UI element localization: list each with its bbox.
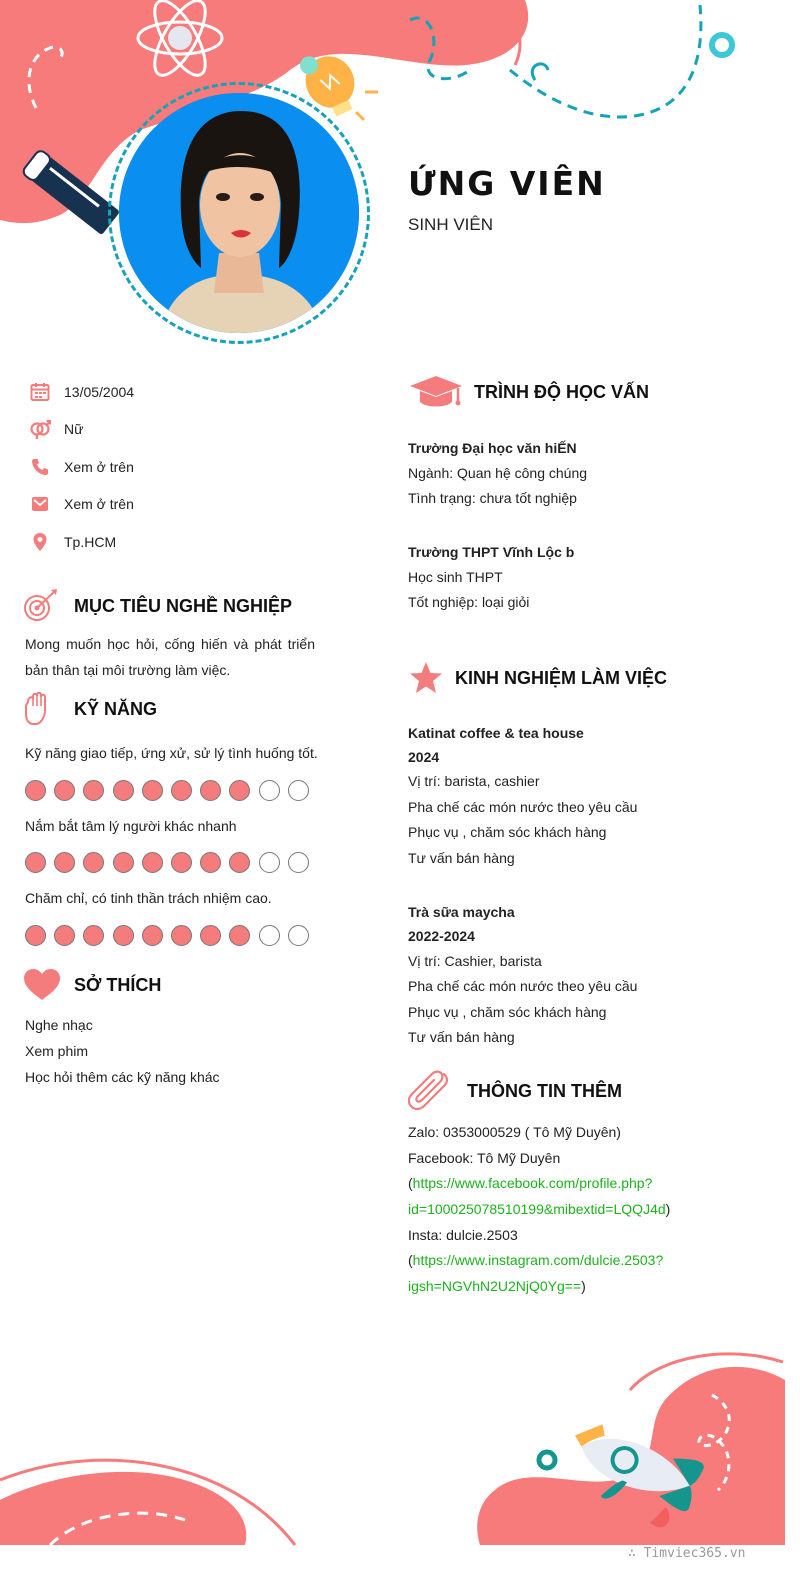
- hand-fist-icon: [22, 692, 62, 726]
- education-heading-label: TRÌNH ĐỘ HỌC VẤN: [474, 381, 649, 402]
- hobbies-heading: [22, 968, 161, 1002]
- instagram-link-line-1: [408, 1248, 663, 1273]
- rating-dot-filled: [171, 852, 192, 873]
- rating-dot-empty: [259, 780, 280, 801]
- job-period: 2022-2024: [408, 928, 475, 944]
- rating-dot-filled: [200, 852, 221, 873]
- job-detail: Tư vấn bán hàng: [408, 850, 515, 866]
- rating-dot-filled: [171, 780, 192, 801]
- location-icon: [28, 530, 52, 554]
- rating-dot-filled: [229, 925, 250, 946]
- job-detail: Vị trí: barista, cashier: [408, 773, 540, 789]
- birthday-text: 13/05/2004: [64, 384, 135, 400]
- phone-text: Xem ở trên: [64, 459, 134, 475]
- rating-dot-filled: [83, 780, 104, 801]
- email-icon: [28, 492, 52, 516]
- more-info-heading: [408, 1070, 622, 1112]
- heart-icon: [22, 968, 62, 1002]
- job-period: 2024: [408, 749, 440, 765]
- rating-dot-filled: [142, 780, 163, 801]
- rating-dot-filled: [142, 852, 163, 873]
- rating-dot-filled: [25, 852, 46, 873]
- job-detail: Tư vấn bán hàng: [408, 1029, 515, 1045]
- job-detail: Phục vụ , chăm sóc khách hàng: [408, 824, 607, 840]
- rating-dot-filled: [83, 852, 104, 873]
- job-detail: Vị trí: Cashier, barista: [408, 953, 542, 969]
- target-icon: [22, 588, 62, 624]
- rating-dot-empty: [288, 925, 309, 946]
- job-company: Trà sữa maycha: [408, 904, 515, 920]
- school-name: Trường Đại học văn hiẾN: [408, 440, 577, 456]
- rating-dot-empty: [288, 852, 309, 873]
- rating-dot-filled: [54, 925, 75, 946]
- school-detail: Tình trạng: chưa tốt nghiệp: [408, 490, 577, 506]
- skill-label-1: Kỹ năng giao tiếp, ứng xử, sử lý tình huống tốt.: [25, 745, 318, 761]
- rating-dot-filled: [229, 852, 250, 873]
- star-icon: [408, 660, 444, 696]
- objective-line-1: Mong muốn học hỏi, cống hiến và phát triển: [25, 636, 315, 652]
- instagram-link[interactable]: igsh=NGVhN2U2NjQ0Yg==: [408, 1278, 582, 1294]
- facebook-link-line-2: [408, 1197, 670, 1222]
- rating-dot-empty: [288, 780, 309, 801]
- rating-dot-filled: [25, 925, 46, 946]
- candidate-title: SINH VIÊN: [408, 215, 494, 234]
- school-detail: Học sinh THPT: [408, 569, 503, 585]
- education-heading: [408, 374, 649, 410]
- watermark: ∴ Timviec365.vn: [628, 1546, 746, 1561]
- rating-dot-filled: [229, 780, 250, 801]
- zalo-text: Zalo: 0353000529 ( Tô Mỹ Duyên): [408, 1124, 621, 1140]
- graduation-cap-icon: [408, 374, 464, 410]
- hobby-item: Nghe nhạc: [25, 1017, 93, 1033]
- job-company: Katinat coffee & tea house: [408, 725, 584, 741]
- school-name: Trường THPT Vĩnh Lộc b: [408, 544, 575, 560]
- rating-dot-filled: [200, 780, 221, 801]
- rating-dot-empty: [259, 925, 280, 946]
- skill-rating-1: [25, 780, 317, 801]
- info-gender: [28, 417, 83, 441]
- paren-open: (: [408, 1175, 413, 1191]
- hobby-item: Xem phim: [25, 1043, 89, 1059]
- rocket-icon: [555, 1417, 706, 1535]
- rating-dot-filled: [54, 780, 75, 801]
- job-detail: Phục vụ , chăm sóc khách hàng: [408, 1004, 607, 1020]
- more-info-heading-label: THÔNG TIN THÊM: [467, 1080, 622, 1101]
- gender-icon: [28, 417, 52, 441]
- gender-text: Nữ: [64, 421, 84, 437]
- skill-label-2: Nắm bắt tâm lý người khác nhanh: [25, 818, 237, 834]
- rating-dot-filled: [200, 925, 221, 946]
- rating-dot-filled: [25, 780, 46, 801]
- skill-rating-2: [25, 852, 317, 873]
- facebook-link[interactable]: https://www.facebook.com/profile.php?: [412, 1175, 653, 1191]
- skills-heading-label: KỸ NĂNG: [74, 698, 158, 719]
- avatar: [119, 93, 359, 333]
- paren-open: (: [408, 1252, 413, 1268]
- paren-close: ): [581, 1278, 586, 1294]
- experience-heading-label: KINH NGHIỆM LÀM VIỆC: [455, 667, 668, 688]
- rating-dot-filled: [54, 852, 75, 873]
- facebook-link[interactable]: id=100025078510199&mibextid=LQQJ4d: [408, 1201, 666, 1217]
- avatar-frame: [108, 82, 370, 344]
- school-detail: Tốt nghiệp: loại giỏi: [408, 594, 530, 610]
- instagram-link[interactable]: https://www.instagram.com/dulcie.2503?: [412, 1252, 664, 1268]
- calendar-icon: [28, 380, 52, 404]
- skills-heading: [22, 692, 157, 726]
- facebook-link-line-1: [408, 1171, 652, 1196]
- info-phone: [28, 455, 134, 479]
- info-birthday: [28, 380, 134, 404]
- objective-line-2: bản thân tại môi trường làm việc.: [25, 662, 231, 678]
- info-address: [28, 530, 116, 554]
- objective-heading-label: MỤC TIÊU NGHỀ NGHIỆP: [74, 595, 293, 616]
- objective-heading: [22, 588, 292, 624]
- job-detail: Pha chế các món nước theo yêu cầu: [408, 978, 638, 994]
- hobbies-heading-label: SỞ THÍCH: [74, 974, 162, 995]
- instagram-text: Insta: dulcie.2503: [408, 1227, 518, 1243]
- paren-close: ): [665, 1201, 671, 1217]
- skill-rating-3: [25, 925, 317, 946]
- address-text: Tp.HCM: [64, 534, 117, 550]
- skill-label-3: Chăm chỉ, có tinh thần trách nhiệm cao.: [25, 890, 272, 906]
- email-text: Xem ở trên: [64, 496, 134, 512]
- instagram-link-line-2: [408, 1274, 586, 1299]
- rating-dot-filled: [171, 925, 192, 946]
- phone-icon: [28, 455, 52, 479]
- paperclip-icon: [408, 1070, 456, 1112]
- rating-dot-filled: [113, 852, 134, 873]
- experience-heading: [408, 660, 667, 696]
- school-detail: Ngành: Quan hệ công chúng: [408, 465, 588, 481]
- rating-dot-filled: [113, 780, 134, 801]
- rating-dot-filled: [113, 925, 134, 946]
- job-detail: Pha chế các món nước theo yêu cầu: [408, 799, 638, 815]
- hobby-item: Học hỏi thêm các kỹ năng khác: [25, 1069, 220, 1085]
- rating-dot-empty: [259, 852, 280, 873]
- rating-dot-filled: [142, 925, 163, 946]
- info-email: [28, 492, 134, 516]
- facebook-text: Facebook: Tô Mỹ Duyên: [408, 1150, 561, 1166]
- candidate-name: ỨNG VIÊN: [408, 164, 606, 203]
- rating-dot-filled: [83, 925, 104, 946]
